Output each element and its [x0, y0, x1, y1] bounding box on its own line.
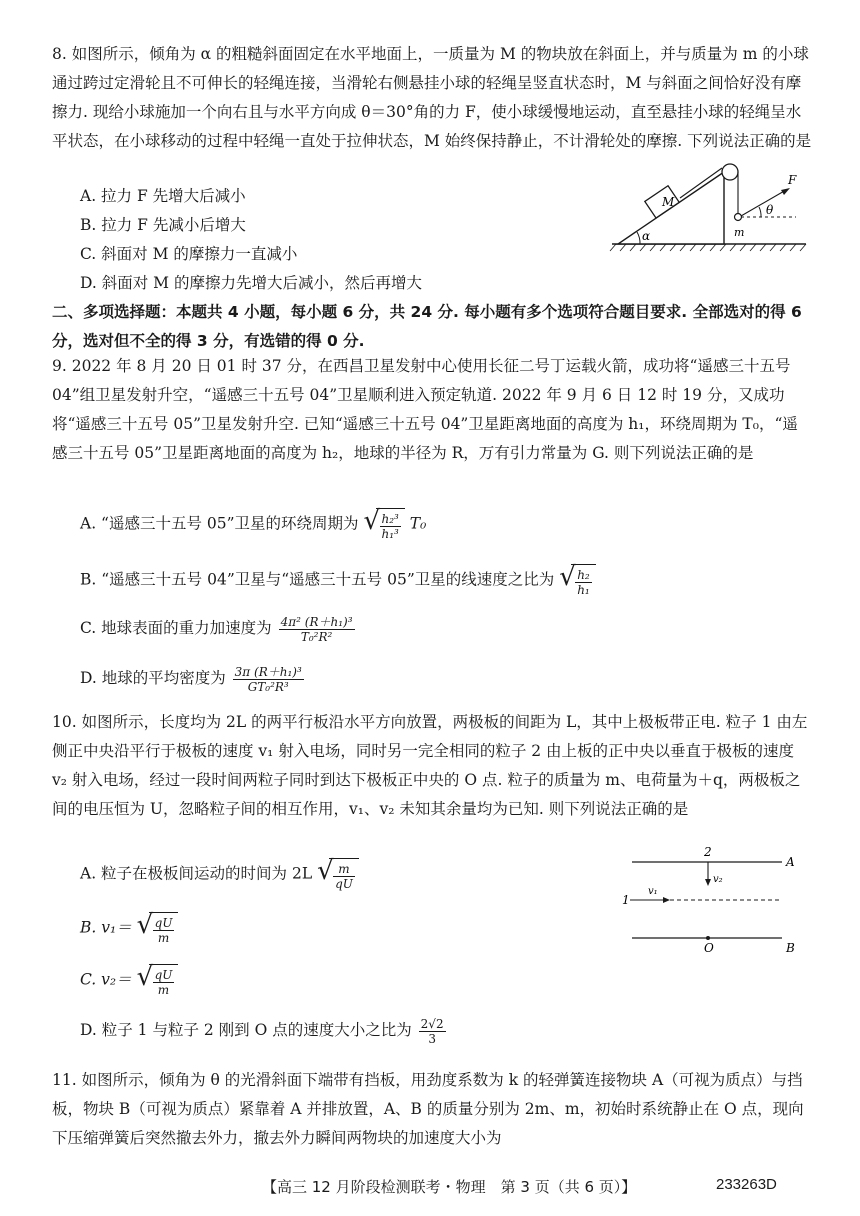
q9-option-c-text: C. 地球表面的重力加速度为	[80, 619, 272, 637]
v2-arrowhead	[705, 879, 711, 886]
force-arrowhead	[781, 188, 790, 195]
fraction-denominator: h₁³	[381, 526, 399, 541]
label-m: m	[734, 226, 745, 239]
q9-option-d	[80, 664, 306, 694]
fraction-denominator: h₁	[577, 582, 590, 597]
fraction-denominator: 3	[428, 1031, 436, 1046]
q9-option-a-text: A. “遥感三十五号 05”卫星的环绕周期为	[80, 514, 359, 533]
fraction-numerator: 2√2	[420, 1016, 444, 1031]
footer-code: 233263D	[716, 1176, 777, 1193]
ground-hatching	[610, 244, 806, 251]
q10-option-d	[80, 1016, 448, 1046]
q10-option-a-text: A. 粒子在极板间运动的时间为 2L	[80, 864, 313, 883]
fraction-numerator: qU	[154, 967, 173, 982]
label-M: M	[662, 195, 675, 209]
section-heading: 二、多项选择题：本题共 4 小题，每小题 6 分，共 24 分. 每小题有多个选项符合题目要求. 全部选对的得 6 分，选对但不全的得 3 分，有选错的得 0 分.	[52, 303, 802, 350]
label-v1: v₁	[648, 886, 658, 897]
q10-option-c	[80, 964, 178, 997]
q10-option-b	[80, 912, 178, 945]
theta-arc	[759, 207, 761, 217]
footer-title: 【高三 12 月阶段检测联考・物理 第 3 页（共 6 页）】	[262, 1178, 637, 1196]
force-F-arrow	[741, 190, 786, 216]
q8-stem: 8. 如图所示，倾角为 α 的粗糙斜面固定在水平地面上，一质量为 M 的物块放在斜面上，并与质量为 m 的小球通过跨过定滑轮且不可伸长的轻绳连接，当滑轮右侧悬挂小球的轻绳呈竖直状态时，M 与斜面之间恰好没有摩擦力. 现给小球施加一个向右且与水平方向成 θ＝30°角的力 F，使小球缓慢地运动，直至悬挂小球的轻绳呈水平状态，在小球移动的过程中轻绳一直处于拉伸状态，M 始终保持静止，不计滑轮处的摩擦. 下列说法正确的是	[52, 45, 812, 150]
q8-option-a: A. 拉力 F 先增大后减小	[80, 187, 246, 205]
point-O	[706, 936, 710, 940]
fraction-denominator: m	[157, 982, 170, 997]
q9-option-c	[80, 614, 357, 644]
q10-option-a	[80, 858, 359, 891]
q8-option-d: D. 斜面对 M 的摩擦力先增大后减小，然后再增大	[80, 274, 422, 292]
label-theta: θ	[766, 203, 774, 217]
q10-option-c-text: C. v₂＝	[80, 970, 132, 989]
label-A: A	[786, 855, 795, 869]
fraction-numerator: h₂³	[381, 511, 399, 526]
pulley	[722, 164, 738, 180]
fraction-denominator: GT₀²R³	[247, 679, 289, 694]
sqrt-sign: √ $\frac{\text{h₂}}{\text{h₁}}$	[559, 564, 596, 597]
ball-m	[735, 214, 742, 221]
label-particle-1: 1	[622, 893, 630, 907]
q11-stem: 11. 如图所示，倾角为 θ 的光滑斜面下端带有挡板，用劲度系数为 k 的轻弹簧连接物块 A（可视为质点）与挡板，物块 B（可视为质点）紧靠着 A 并排放置，A、B 的质量分别为 2m、m，初始时系统静止在 O 点，现向下压缩弹簧后突然撤去外力，撤去外力瞬间两物块的加速度大小为	[52, 1071, 804, 1147]
sqrt-sign: √ $\frac{qU}{m}$	[137, 964, 179, 997]
q10-option-d-text: D. 粒子 1 与粒子 2 刚到 O 点的速度大小之比为	[80, 1021, 412, 1039]
q9-option-a-tail: T₀	[409, 514, 427, 533]
fraction-numerator: h₂	[577, 567, 590, 582]
label-alpha: α	[642, 229, 651, 243]
sqrt-sign: √ $\frac{qU}{m}$	[137, 912, 179, 945]
label-O: O	[704, 941, 714, 954]
sqrt-sign: √ $\frac{m}{qU}$	[317, 858, 359, 891]
q9-option-d-text: D. 地球的平均密度为	[80, 669, 226, 687]
fraction-denominator: qU	[335, 876, 353, 891]
q10-stem: 10. 如图所示，长度均为 2L 的两平行板沿水平方向放置，两极板的间距为 L，其中上极板带正电. 粒子 1 由左侧正中央沿平行于极板的速度 v₁ 射入电场，同时另一完全相同的粒子 2 由上板的正中央以垂直于极板的速度 v₂ 射入电场，经过一段时间两粒子同时到达下极板正中央的 O 点. 粒子的质量为 m、电荷量为＋q，两极板之间的电压恒为 U，忽略粒子间的相互作用，v₁、v₂ 未知其余量均为已知. 则下列说法正确的是	[52, 713, 808, 818]
fraction-numerator: 4π² (R＋h₁)³	[280, 614, 353, 629]
fraction-denominator: m	[157, 930, 170, 945]
q10-figure	[616, 818, 806, 954]
label-B: B	[786, 941, 795, 954]
fraction-numerator: 3π (R＋h₁)³	[234, 664, 302, 679]
fraction-numerator: m	[333, 862, 355, 877]
q10-option-b-text: B. v₁＝	[80, 918, 132, 937]
label-particle-2: 2	[704, 845, 712, 859]
q9-option-b-text: B. “遥感三十五号 04”卫星与“遥感三十五号 05”卫星的线速度之比为	[80, 570, 555, 589]
q8-option-b: B. 拉力 F 先减小后增大	[80, 216, 246, 234]
fraction-numerator: qU	[154, 915, 173, 930]
label-v2: v₂	[713, 874, 723, 885]
q8-option-c: C. 斜面对 M 的摩擦力一直减小	[80, 245, 298, 263]
q9-stem: 9. 2022 年 8 月 20 日 01 时 37 分，在西昌卫星发射中心使用长征二号丁运载火箭，成功将“遥感三十五号 04”组卫星发射升空，“遥感三十五号 04”卫星顺利进入预定轨道. 2022 年 9 月 6 日 12 时 19 分，又成功将“遥感三十五号 05”卫星发射升空. 已知“遥感三十五号 04”卫星距离地面的高度为 h₁，环绕周期为 T₀，“遥感三十五号 05”卫星距离地面的高度为 h₂，地球的半径为 R，万有引力常量为 G. 则下列说法正确的是	[52, 357, 798, 462]
q8-figure	[606, 150, 816, 260]
v1-arrowhead	[663, 897, 670, 903]
q9-option-a	[80, 508, 426, 541]
label-F: F	[788, 173, 797, 187]
sqrt-sign: √ $\frac{\text{h₂³}}{\text{h₁³}}$	[364, 508, 405, 541]
fraction-denominator: T₀²R²	[300, 629, 333, 644]
q9-option-b	[80, 564, 596, 597]
